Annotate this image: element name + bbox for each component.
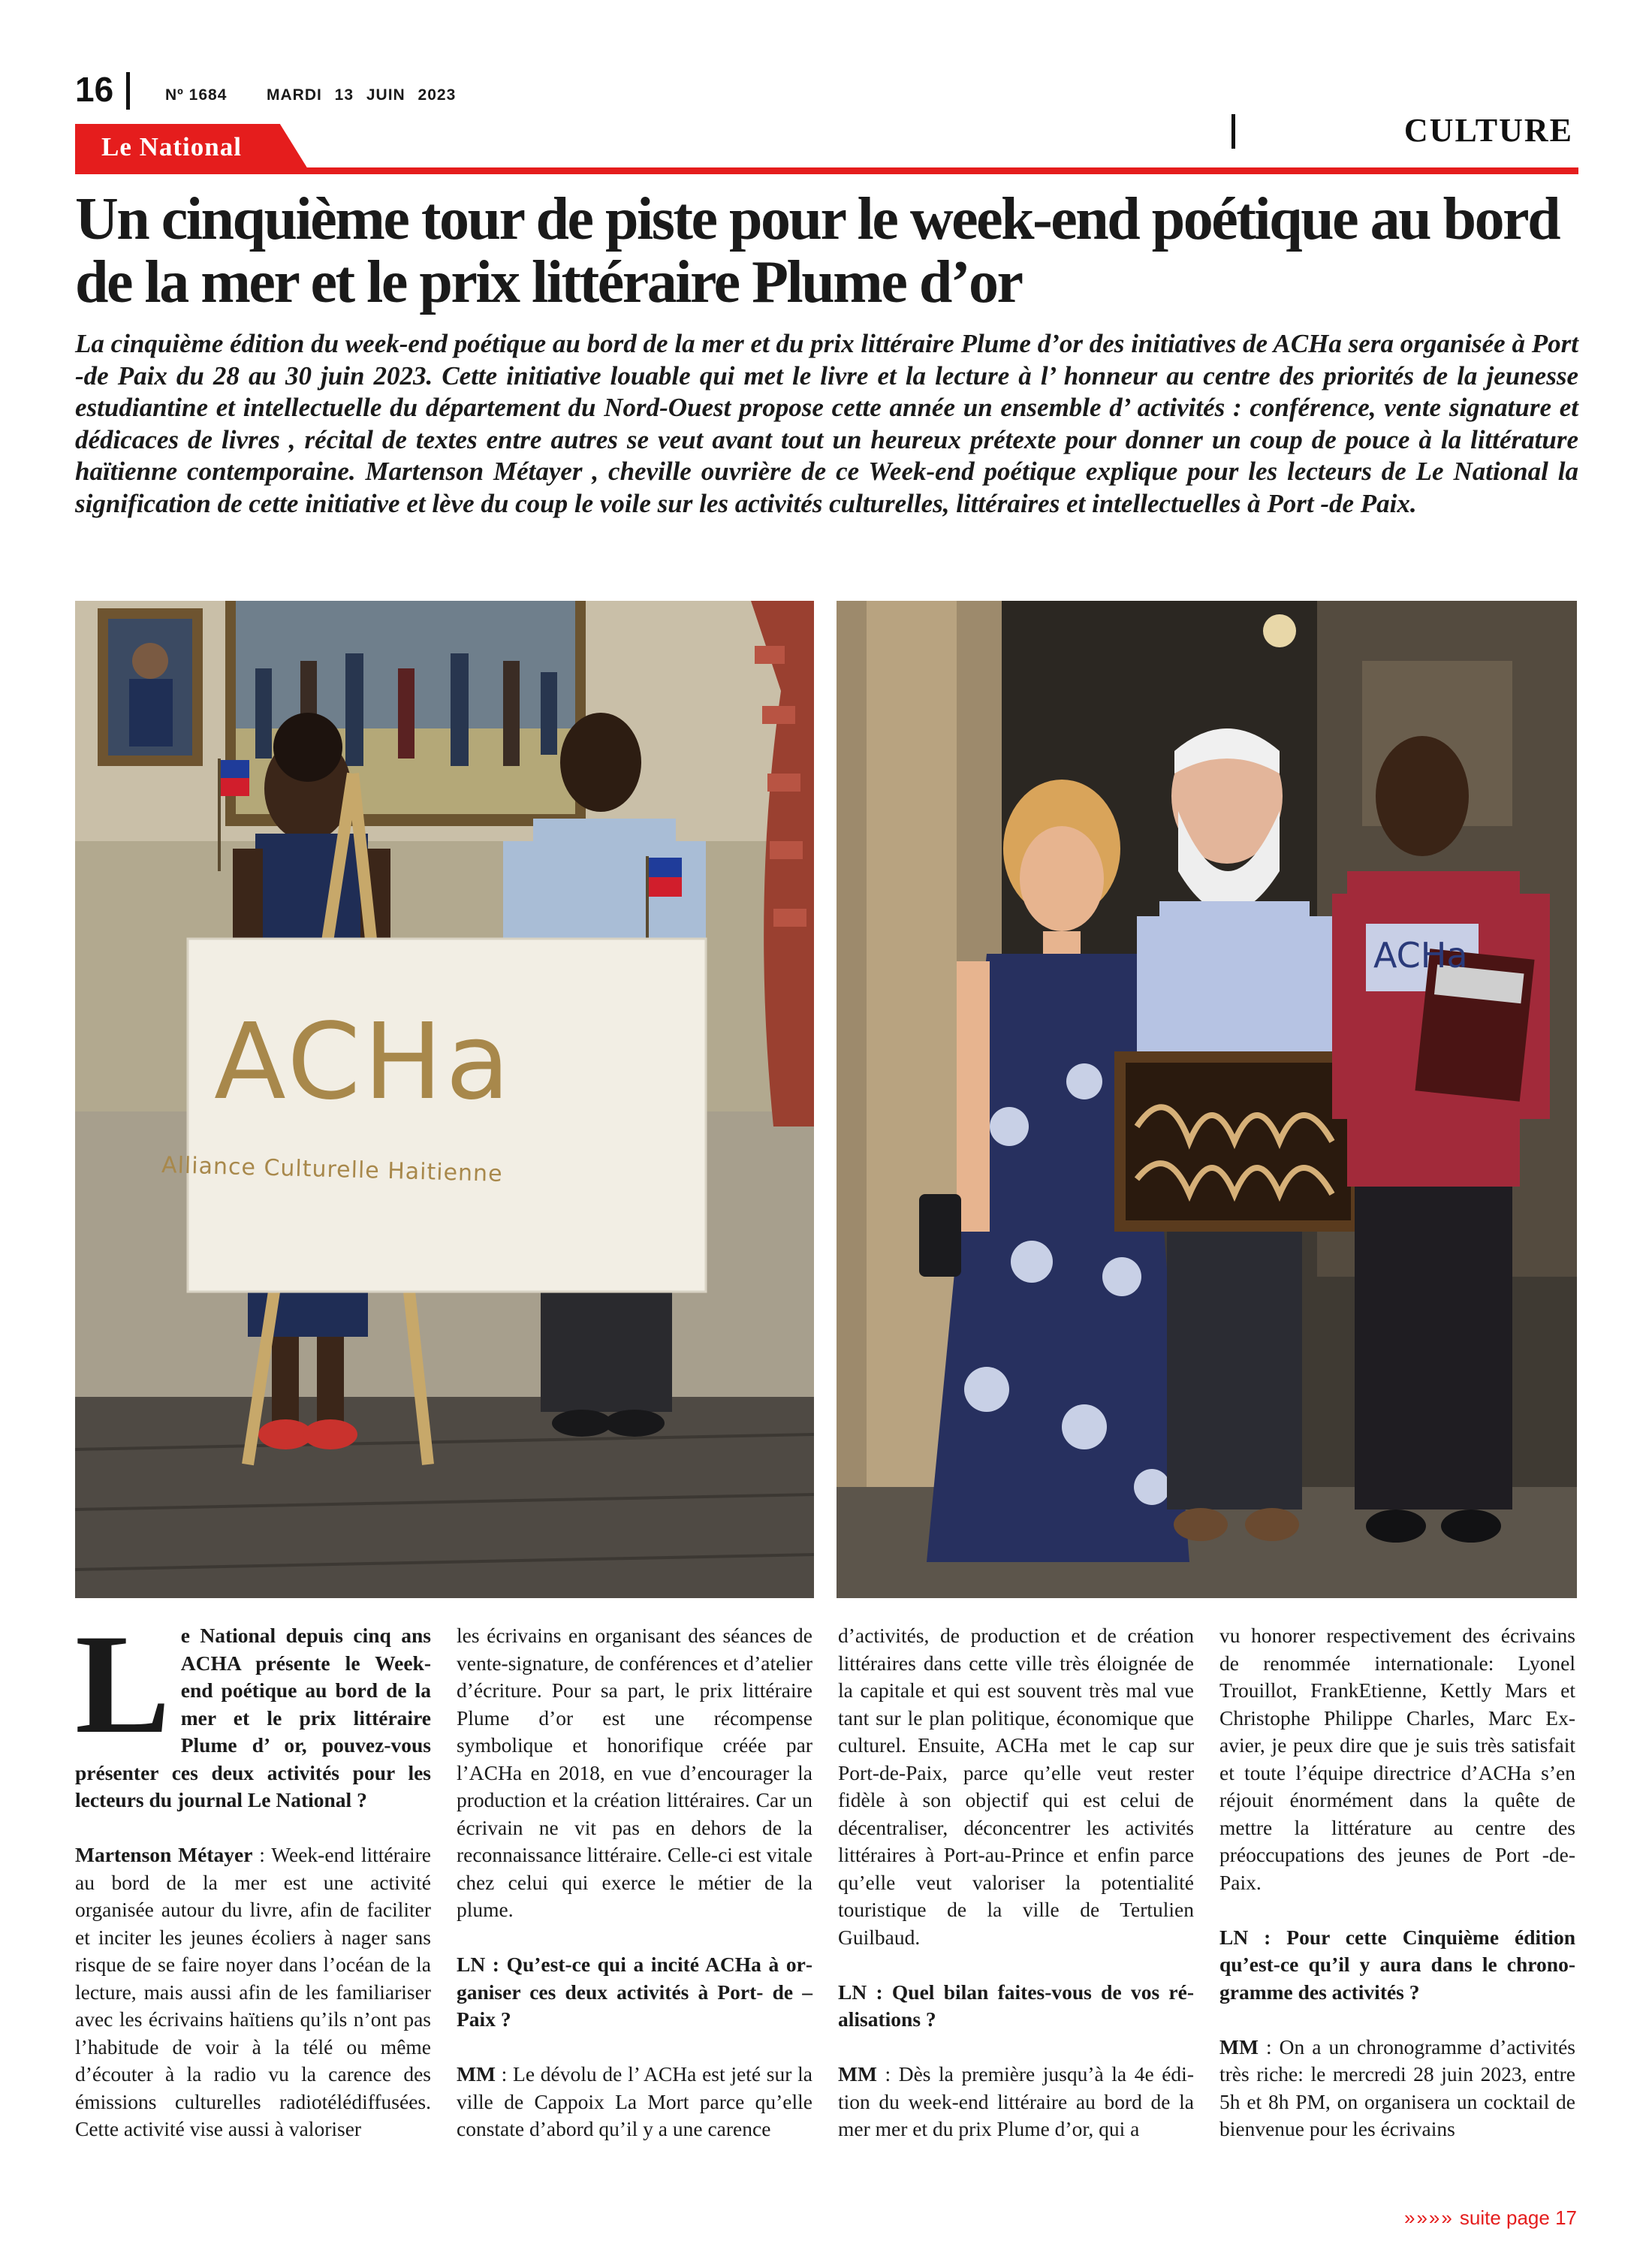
drop-cap: L xyxy=(75,1606,170,1763)
speaker-initials: MM xyxy=(838,2062,877,2086)
issue-date: MARDI 13 JUIN 2023 xyxy=(267,86,457,104)
article-headline: Un cinquième tour de piste pour le week-end poétique au bord de la mer et le prix littéraire Plume d’or xyxy=(75,186,1560,315)
page-number: 16 xyxy=(75,70,114,109)
speaker-name: Martenson Métayer xyxy=(75,1843,253,1866)
speaker-initials: MM xyxy=(457,2062,496,2086)
newspaper-brand: Le National xyxy=(101,132,242,161)
answer-4-text: : On a un chronogramme d’activités très riche: le mercredi 28 juin 2023, entre 5h et 8h PM, on organisera un cocktail de bienvenue pour les écrivains xyxy=(1219,2034,1575,2140)
continued-text: suite page 17 xyxy=(1459,2206,1577,2229)
answer-2-text: : Le dévolu de l’ ACHa est jeté sur la ville de Cappoix La Mort parce qu’elle constate d’abord qu’il y a une carence xyxy=(457,2062,812,2140)
answer-3-continued: vu honorer respectivement des écrivains de renommée internationale: Lyonel Trouillot, FrankEtienne, Kettly Mars et Christophe Philippe Charles, Marc Exavier, je peux dire que je suis très satisfait et toute l’équipe directrice d’ACHa s’en réjouit énormément dans la quête de mettre la littérature au centre des préoccupations des jeunes de Port -de-Paix. xyxy=(1219,1624,1575,1894)
continued-arrows: »»»» xyxy=(1404,2206,1454,2229)
body-column-2 xyxy=(457,1622,812,2143)
answer-1-text: : Week-end littéraire au bord de la mer est une activité organisée autour du livre, afin de faciliter et inciter les jeunes écoliers à nager sans risque de se faire noyer dans l’océan de la lecture, mais aussi afin de les familiariser avec les écrivains haïtiens qu’ils n’ont pas l’habitude de voir à la télé ou même d’écouter à la radio vu la carence des émissions culturelles radiotélédiffusées. Cette activité vise aussi à valoriser xyxy=(75,1843,432,2140)
interview-question-1 xyxy=(75,1606,431,1814)
body-column-4 xyxy=(1219,1622,1575,2143)
photo-three-people xyxy=(837,601,1577,1598)
interview-question-3: LN : Quel bilan faites-vous de vos réalisations ? xyxy=(838,1980,1194,2031)
body-column-1 xyxy=(75,1606,432,2143)
continued-link[interactable] xyxy=(1404,2206,1577,2230)
sign-logo-text: ACHa xyxy=(214,1001,514,1123)
section-divider xyxy=(1231,114,1235,149)
interview-answer-1 xyxy=(75,1841,431,2143)
answer-2-continued: d’activités, de production et de création littéraires dans cette ville très éloignée de la capitale et qui est souvent très mal vue tant sur le plan politique, économique que culturel. Ensuite, ACHa met le cap sur Port-de-Paix, parce qu’elle veut rester fidèle à son objectif qui est celui de décentraliser, déconcentrer les activités littéraires à Port-au-Prince et enfin parce qu’elle veut valoriser la potentialité touristique de la ville de Tertulien Guilbaud. xyxy=(838,1624,1194,1949)
photo-acha-sign xyxy=(75,601,814,1598)
tshirt-logo-text: ACHa xyxy=(1373,935,1468,976)
speaker-initials: MM xyxy=(1219,2034,1259,2058)
answer-3-text: : Dès la première jusqu’à la 4e édition du week-end littéraire au bord de la mer mer et du prix Plume d’or, qui a xyxy=(838,2062,1194,2140)
interview-question-2: LN : Qu’est-ce qui a incité ACHa à organiser ces deux activités à Port- de – Paix ? xyxy=(457,1953,812,2031)
section-title: CULTURE xyxy=(1403,112,1573,149)
interview-answer-4 xyxy=(1219,2034,1575,2143)
sign-caption-text: Alliance Culturelle Haitienne xyxy=(161,1152,503,1187)
header-rule xyxy=(75,167,1578,174)
question-1-text: e National depuis cinq ans ACHA présente le Week-end poétique au bord de la mer et le prix littéraire Plume d’ or, pouvez-vous présenter ces deux activités pour les lecteurs du journal Le National ? xyxy=(75,1624,431,1811)
issue-number: Nº 1684 xyxy=(165,86,228,104)
body-column-3 xyxy=(838,1622,1194,2143)
answer-1-continued: les écrivains en organisant des séances de vente-signature, de conférences et d’atelier d’écriture. Pour sa part, le prix littéraire Plume d’or est une récompense symbolique et honorifique créée par l’ACHa en 2018, en vue d’encourager la production et la création littéraires. Car un écrivain ne vit pas en dehors de la reconnaissance littéraire. Celle-ci est vitale chez celui qui exerce le métier de la plume. xyxy=(457,1624,812,1921)
interview-question-4: LN : Pour cette Cinquième édition qu’est-ce qu’il y aura dans le chronogramme des activités ? xyxy=(1219,1925,1575,2004)
page-number-divider xyxy=(126,72,130,110)
article-lede: La cinquième édition du week-end poétique au bord de la mer et du prix littéraire Plume d’or des initiatives de ACHa sera organisée à Port -de Paix du 28 au 30 juin 2023. Cette initiative louable qui met le livre et la lecture à l’ honneur au centre des priorités de la jeunesse estudiantine et intellectuelle du département du Nord-Ouest propose cette année un ensemble d’ activités : conférence, vente signature et dédicaces de livres , récital de textes entre autres se veut avant tout un heureux prétexte pour donner un coup de pouce à la littérature haïtienne contemporaine. Martenson Métayer , cheville ouvrière de ce Week-end poétique explique pour les lecteurs de Le National la signification de cette initiative et lève du coup le voile sur les activités culturelles, littéraires et intellectuelles à Port -de Paix. xyxy=(75,329,1578,518)
interview-answer-3 xyxy=(838,2061,1194,2143)
interview-answer-2 xyxy=(457,2061,812,2143)
